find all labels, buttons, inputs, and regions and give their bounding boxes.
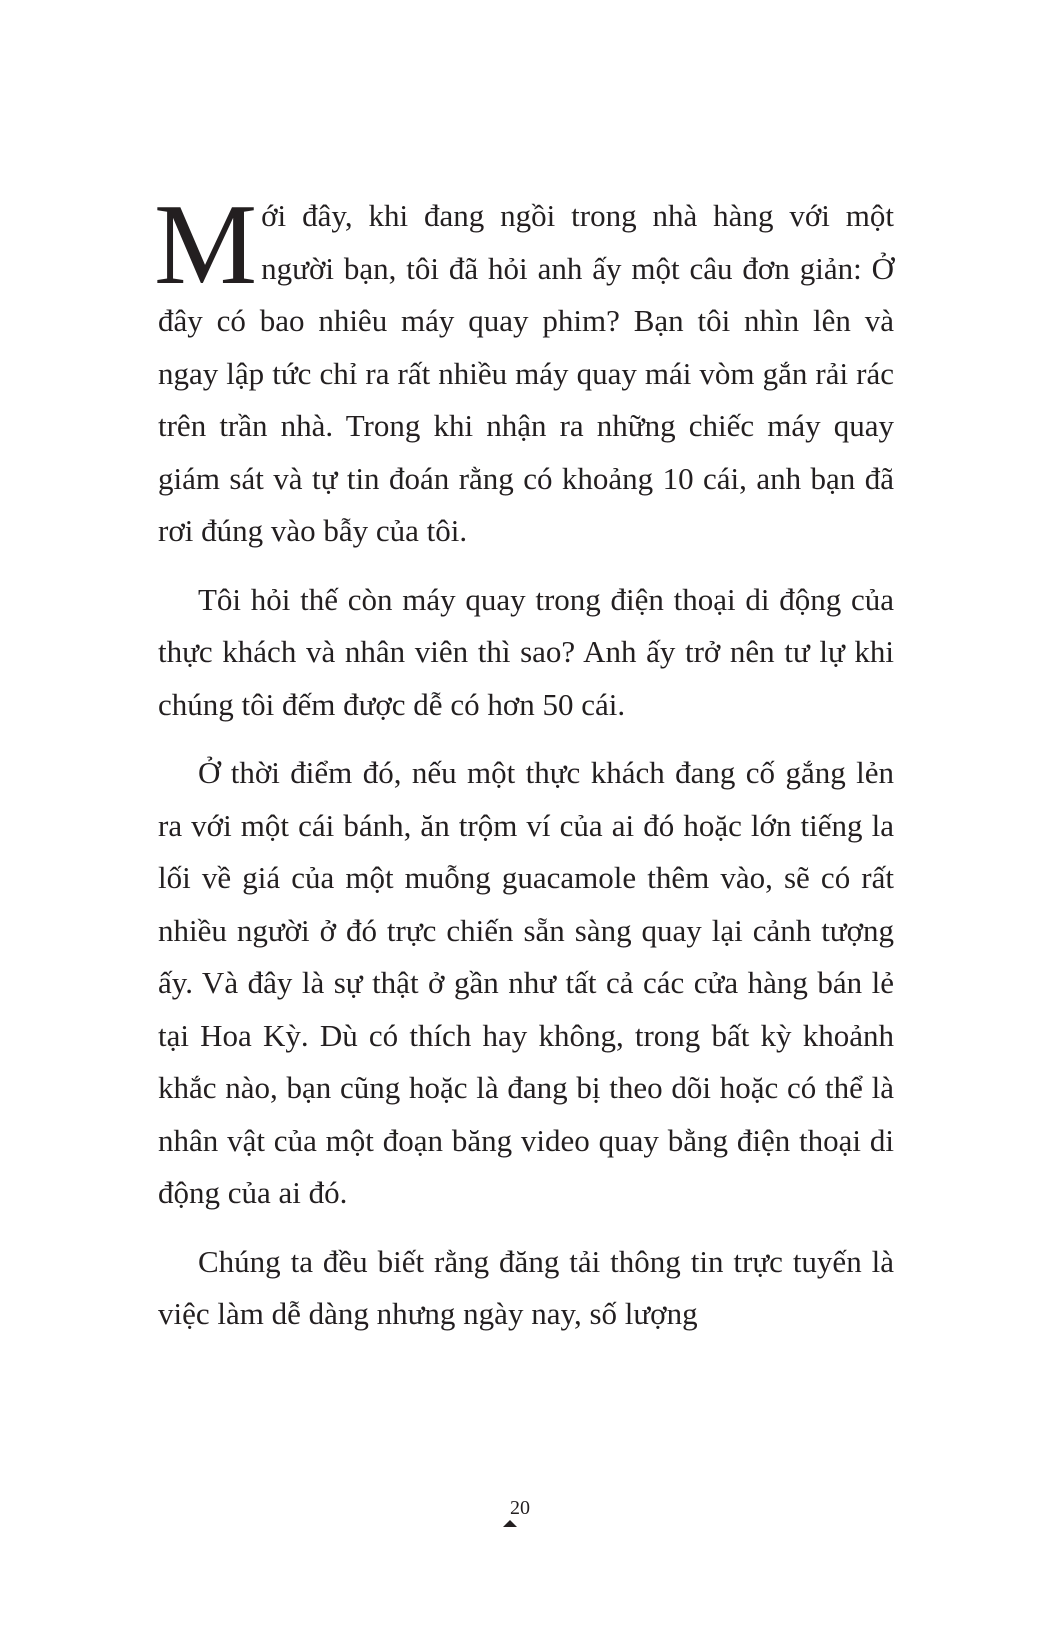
paragraph-2: Tôi hỏi thế còn máy quay trong điện thoại di động của thực khách và nhân viên thì sao? Anh ấy trở nên tư lự khi chúng tôi đếm được dễ có hơn 50 cái. — [158, 581, 894, 722]
paragraph-4: Chúng ta đều biết rằng đăng tải thông tin trực tuyến là việc làm dễ dàng nhưng ngày nay, số lượng — [158, 1243, 894, 1331]
body-text — [154, 181, 894, 1357]
paragraph-1 — [154, 181, 894, 558]
drop-cap: M — [154, 181, 258, 309]
paragraph-1-text: ới đây, khi đang ngồi trong nhà hàng với một người bạn, tôi đã hỏi anh ấy một câu đơn giản: Ở đây có bao nhiêu máy quay phim? Bạn tôi nhìn lên và ngay lập tức chỉ ra rất nhiều máy quay mái vòm gắn rải rác trên trần nhà. Trong khi nhận ra những chiếc máy quay giám sát và tự tin đoán rằng có khoảng 10 cái, anh bạn đã rơi đúng vào bẫy của tôi. — [158, 198, 894, 548]
page-number: 20 — [510, 1497, 530, 1519]
triangle-up-icon — [503, 1520, 517, 1527]
paragraph-3: Ở thời điểm đó, nếu một thực khách đang cố gắng lẻn ra với một cái bánh, ăn trộm ví của ai đó hoặc lớn tiếng la lối về giá của một muỗng guacamole thêm vào, sẽ có rất nhiều người ở đó trực chiến sẵn sàng quay lại cảnh tượng ấy. Và đây là sự thật ở gần như tất cả các cửa hàng bán lẻ tại Hoa Kỳ. Dù có thích hay không, trong bất kỳ khoảnh khắc nào, bạn cũng hoặc là đang bị theo dõi hoặc có thể là nhân vật của một đoạn băng video quay bằng điện thoại di động của ai đó. — [158, 755, 894, 1210]
